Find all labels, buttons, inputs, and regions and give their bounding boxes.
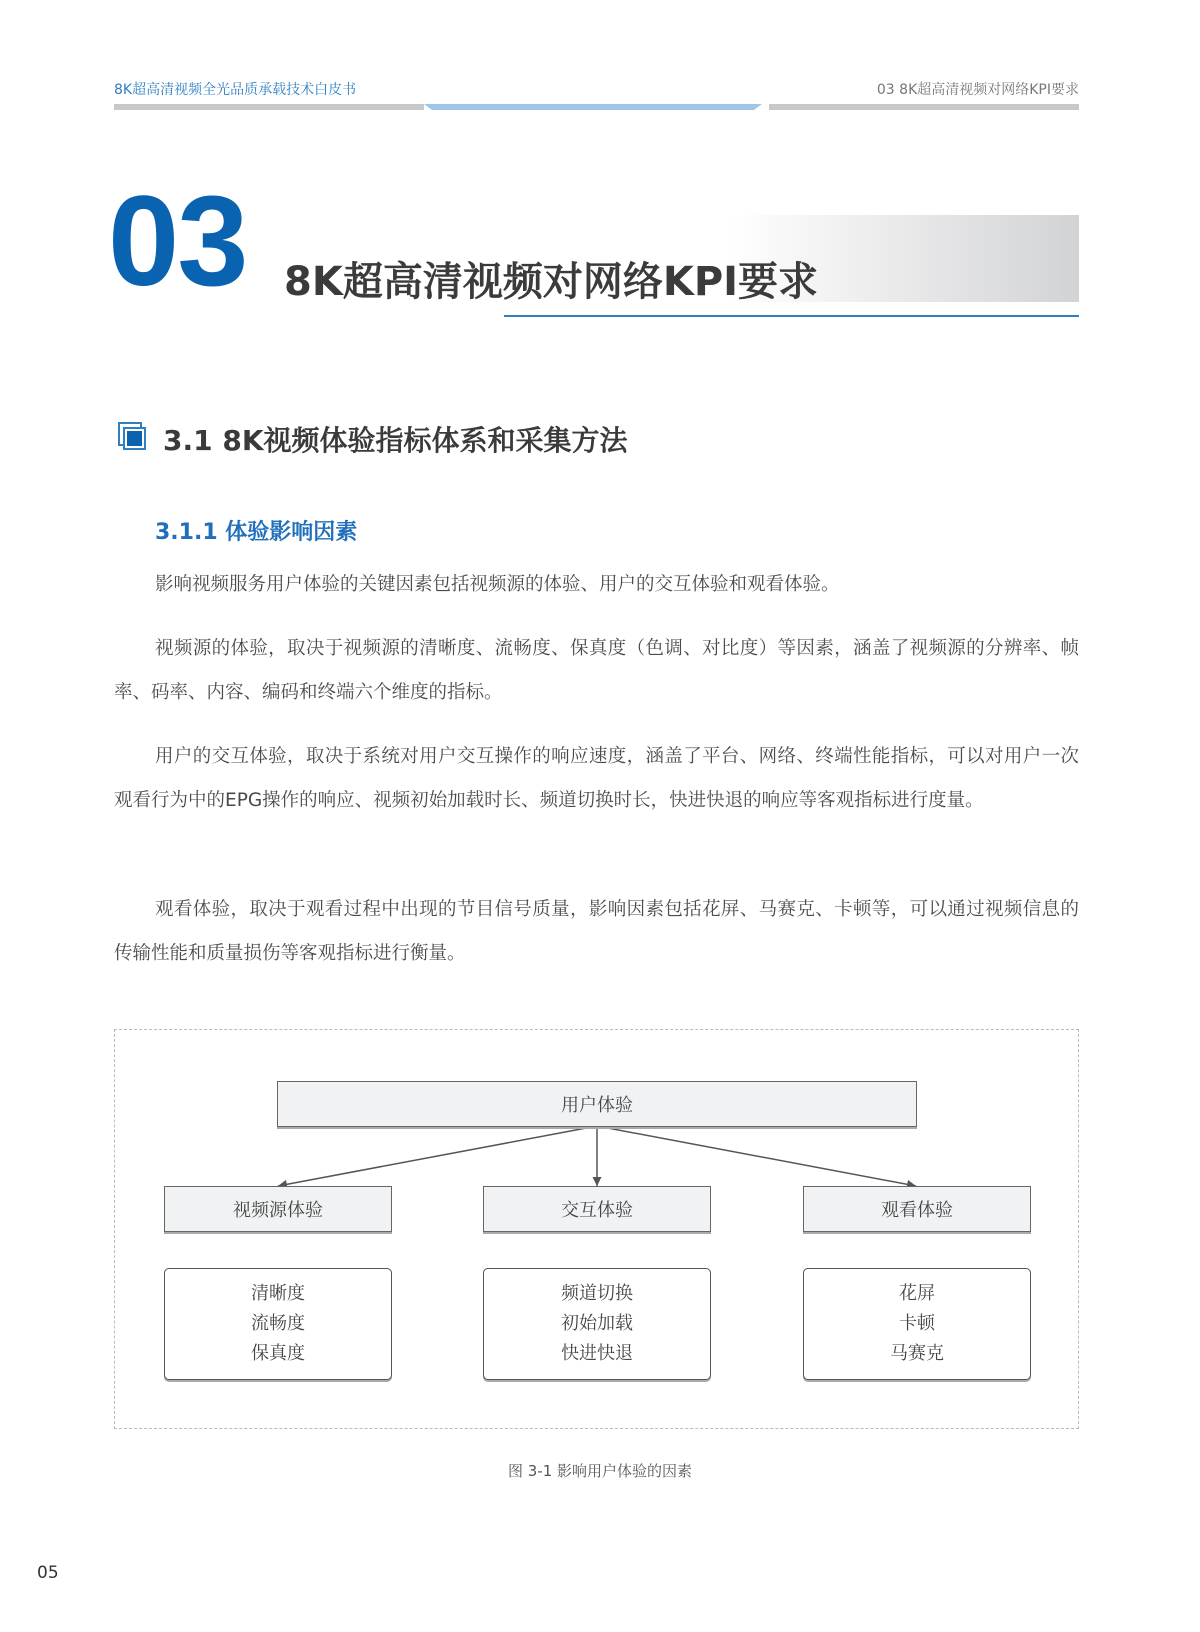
factor-list [483, 1268, 711, 1380]
page-number: 05 [37, 1563, 59, 1583]
header-chapter-title: 03 8K超高清视频对网络KPI要求 [876, 82, 1079, 98]
factor-item: 花屏 [899, 1283, 935, 1304]
factor-list [164, 1268, 392, 1380]
branch-node: 视频源体验 [164, 1186, 392, 1232]
factor-list [803, 1268, 1031, 1380]
chapter-title: 8K超高清视频对网络KPI要求 [284, 259, 819, 305]
root-node: 用户体验 [277, 1081, 917, 1127]
factor-item: 清晰度 [251, 1283, 305, 1304]
paragraph: 观看体验，取决于观看过程中出现的节目信号质量，影响因素包括花屏、马赛克、卡顿等，可以通过视频信息的传输性能和质量损伤等客观指标进行衡量。 [114, 899, 1079, 964]
paragraph: 影响视频服务用户体验的关键因素包括视频源的体验、用户的交互体验和观看体验。 [155, 574, 840, 595]
chapter-underline [504, 315, 1079, 317]
figure-caption: 图 3-1 影响用户体验的因素 [507, 1462, 693, 1480]
factor-item: 卡顿 [899, 1313, 935, 1334]
subsection-heading: 3.1.1 体验影响因素 [155, 520, 358, 545]
factor-item: 流畅度 [251, 1313, 305, 1334]
factor-item: 初始加载 [561, 1313, 633, 1334]
chapter-number: 03 [108, 170, 247, 313]
header-doc-title: 8K超高清视频全光品质承载技术白皮书 [114, 82, 357, 98]
factor-item: 马赛克 [890, 1343, 944, 1364]
branch-node: 交互体验 [483, 1186, 711, 1232]
factor-item: 保真度 [251, 1343, 305, 1364]
section-square-icon [118, 422, 146, 450]
figure-user-experience-factors [114, 1029, 1079, 1429]
branch-node: 观看体验 [803, 1186, 1031, 1232]
paragraph: 用户的交互体验，取决于系统对用户交互操作的响应速度，涵盖了平台、网络、终端性能指标，可以对用户一次观看行为中的EPG操作的响应、视频初始加载时长、频道切换时长，快进快退的响应等客观指标进行度量。 [114, 746, 1079, 811]
section-heading: 3.1 8K视频体验指标体系和采集方法 [163, 424, 628, 457]
factor-item: 频道切换 [561, 1283, 633, 1304]
factor-item: 快进快退 [561, 1343, 633, 1364]
paragraph: 视频源的体验，取决于视频源的清晰度、流畅度、保真度（色调、对比度）等因素，涵盖了视频源的分辨率、帧率、码率、内容、编码和终端六个维度的指标。 [114, 638, 1079, 703]
header-divider [114, 104, 1079, 110]
